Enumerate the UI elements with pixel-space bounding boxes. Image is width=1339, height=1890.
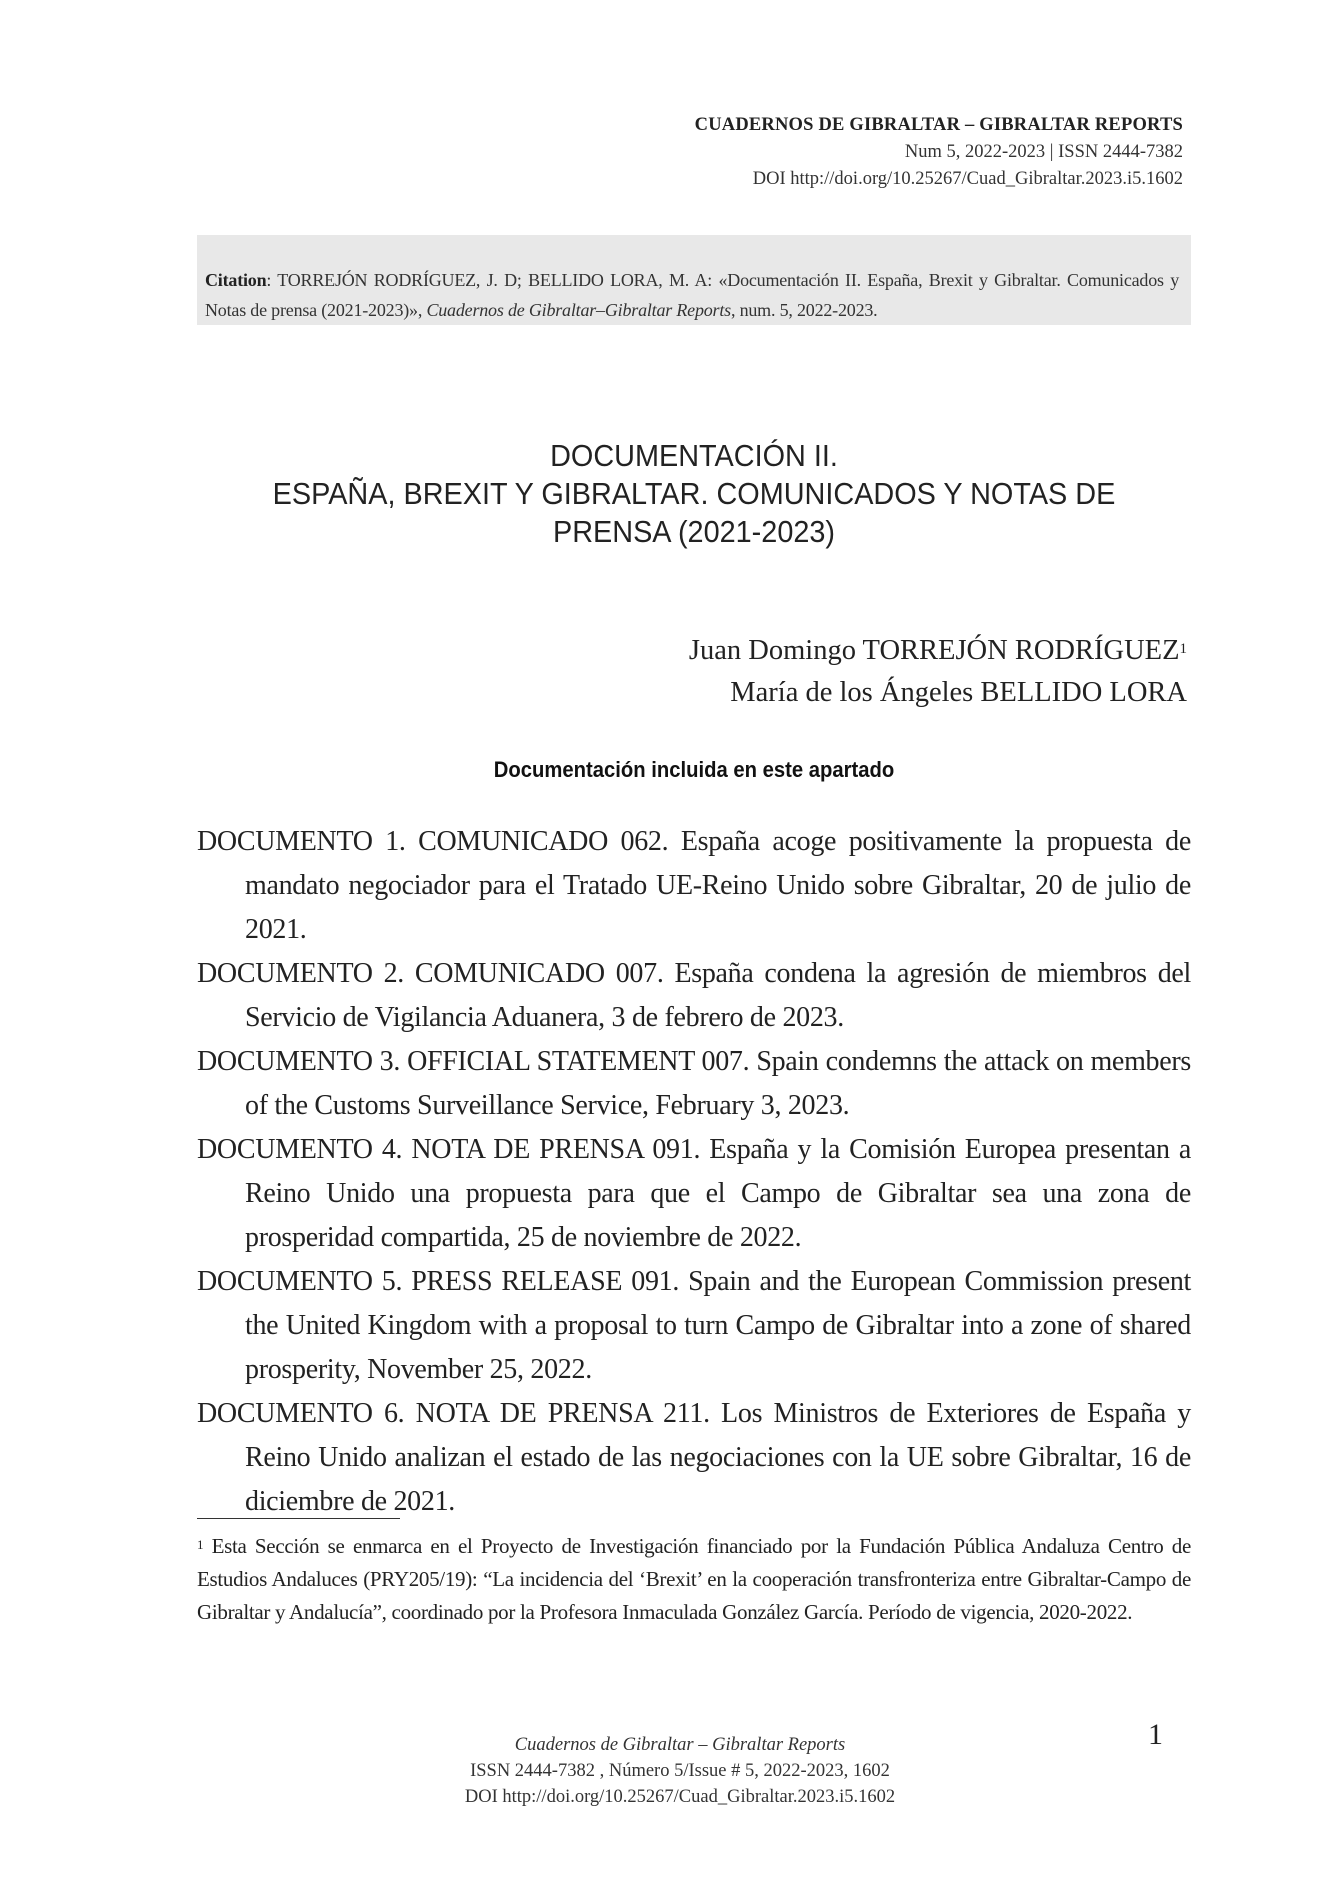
author-name: Juan Domingo TORREJÓN RODRÍGUEZ	[688, 635, 1180, 666]
document-list	[197, 820, 1191, 1524]
citation-text: : TORREJÓN RODRÍGUEZ, J. D; BELLIDO LORA, M. A: «Documentación II. España, Brexit y Gibraltar. Comunicados y Notas de prensa (2021-2023)»,	[205, 270, 1179, 320]
footer-doi: DOI http://doi.org/10.25267/Cuad_Gibraltar.2023.i5.1602	[464, 1787, 896, 1807]
issue-info: Num 5, 2022-2023 | ISSN 2444-7382	[904, 142, 1183, 162]
document-item-1: DOCUMENTO 1. COMUNICADO 062. España acoge positivamente la propuesta de mandato negociador para el Tratado UE-Reino Unido sobre Gibraltar, 20 de julio de 2021.	[197, 826, 1191, 945]
citation-label: Citation	[205, 270, 267, 290]
document-item-5: DOCUMENTO 5. PRESS RELEASE 091. Spain and the European Commission present the United Kingdom with a proposal to turn Campo de Gibraltar into a zone of shared prosperity, November 25, 2022.	[197, 1266, 1191, 1385]
authors	[689, 630, 1187, 714]
author-2	[689, 672, 1187, 714]
footnote-number: 1	[197, 1537, 204, 1552]
title-line-2: ESPAÑA, BREXIT Y GIBRALTAR. COMUNICADOS Y NOTAS DE	[272, 476, 1116, 511]
title-line-3: PRENSA (2021-2023)	[552, 514, 836, 549]
page-number: 1	[1148, 1718, 1163, 1751]
citation-box	[197, 235, 1191, 325]
section-heading: Documentación incluida en este apartado	[493, 757, 895, 782]
journal-name: CUADERNOS DE GIBRALTAR – GIBRALTAR REPORTS	[694, 115, 1183, 135]
document-item-3: DOCUMENTO 3. OFFICIAL STATEMENT 007. Spain condemns the attack on members of the Customs Surveillance Service, February 3, 2023.	[197, 1046, 1191, 1121]
footnote-text: Esta Sección se enmarca en el Proyecto de Investigación financiado por la Fundación Pública Andaluza Centro de Estudios Andaluces (PRY205/19): “La incidencia del ‘Brexit’ en la cooperación transfronteriza entre Gibraltar-Campo de Gibraltar y Andalucía”, coordinado por la Profesora Inmaculada González García. Período de vigencia, 2020-2022.	[197, 1534, 1191, 1624]
page-title	[232, 437, 1156, 551]
title-line-1: DOCUMENTACIÓN II.	[550, 438, 838, 473]
citation-tail: , num. 5, 2022-2023.	[730, 300, 878, 320]
footnote	[197, 1530, 1191, 1629]
running-header	[695, 112, 1183, 193]
author-1	[689, 630, 1187, 672]
footer-issn: ISSN 2444-7382 , Número 5/Issue # 5, 2022-2023, 1602	[470, 1761, 890, 1781]
document-item-4: DOCUMENTO 4. NOTA DE PRENSA 091. España y la Comisión Europea presentan a Reino Unido una propuesta para que el Campo de Gibraltar sea una zona de prosperidad compartida, 25 de noviembre de 2022.	[197, 1134, 1191, 1253]
footnote-ref[interactable]: 1	[1179, 641, 1187, 657]
header-doi: DOI http://doi.org/10.25267/Cuad_Gibraltar.2023.i5.1602	[752, 169, 1183, 189]
page-footer	[400, 1732, 960, 1810]
document-item-6: DOCUMENTO 6. NOTA DE PRENSA 211. Los Ministros de Exteriores de España y Reino Unido analizan el estado de las negociaciones con la UE sobre Gibraltar, 16 de diciembre de 2021.	[197, 1398, 1191, 1517]
document-item-2: DOCUMENTO 2. COMUNICADO 007. España condena la agresión de miembros del Servicio de Vigilancia Aduanera, 3 de febrero de 2023.	[197, 958, 1191, 1033]
citation-journal: Cuadernos de Gibraltar–Gibraltar Reports	[426, 300, 731, 320]
footnote-divider	[197, 1518, 400, 1519]
author-name: María de los Ángeles BELLIDO LORA	[730, 677, 1187, 708]
footer-journal: Cuadernos de Gibraltar – Gibraltar Reports	[514, 1735, 846, 1755]
